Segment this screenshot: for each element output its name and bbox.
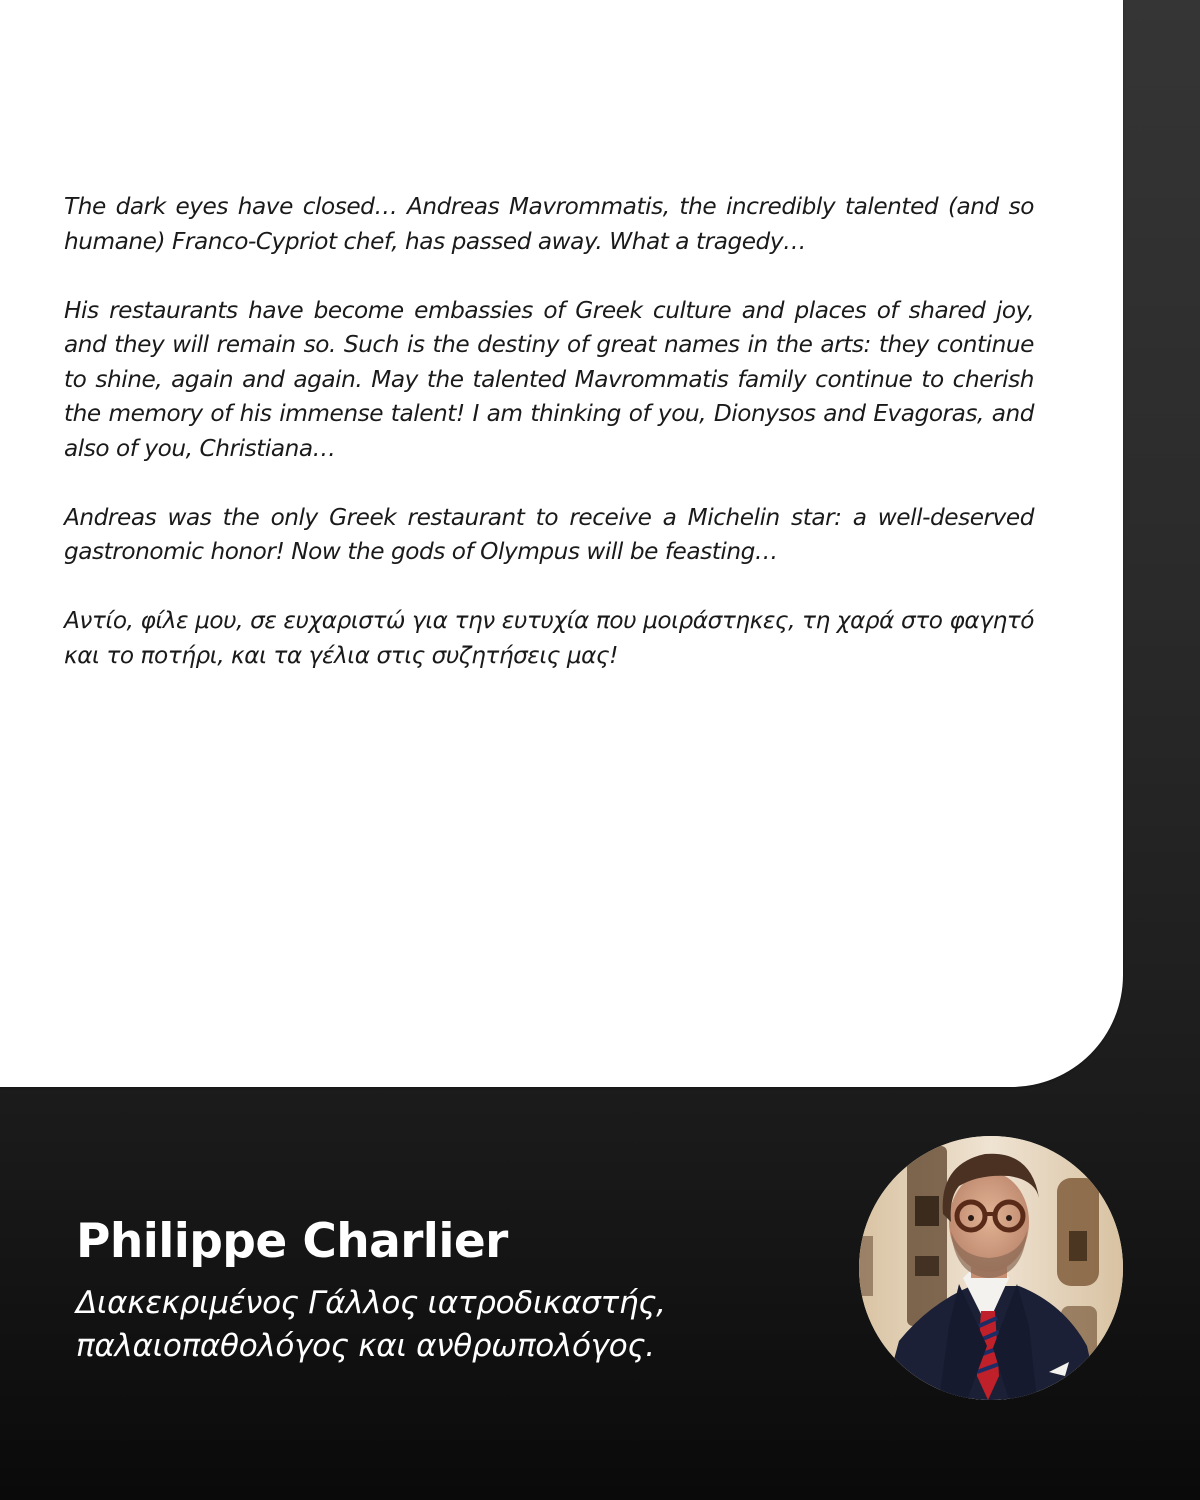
author-avatar bbox=[859, 1136, 1123, 1400]
author-description-line-2: παλαιοπαθολόγος και ανθρωπολόγος. bbox=[76, 1328, 655, 1364]
quote-paragraph-2: His restaurants have become embassies of Greek culture and places of shared joy, and they will remain so. Such is the destiny of great names in the arts: they continue to shine, again and again. May the talented Mavrommatis family continue to cherish the memory of his immense talent! I am thinking of you, Dionysos and Evagoras, and also of you, Christiana… bbox=[64, 296, 1034, 462]
author-description bbox=[76, 1282, 836, 1368]
quote-text bbox=[64, 190, 1034, 673]
background-artifact bbox=[907, 1146, 947, 1326]
author-description-line-1: Διακεκριμένος Γάλλος ιατροδικαστής, bbox=[76, 1285, 666, 1321]
portrait-photo bbox=[859, 1136, 1123, 1400]
quote-paragraph-1: The dark eyes have closed… Andreas Mavrommatis, the incredibly talented (and so humane) Franco-Cypriot chef, has passed away. What a tragedy… bbox=[64, 193, 1034, 255]
quote-paragraph-4: Αντίο, φίλε μου, σε ευχαριστώ για την ευτυχία που μοιράστηκες, τη χαρά στο φαγητό και το ποτήρι, και τα γέλια στις συζητήσεις μας! bbox=[64, 607, 1034, 669]
quote-paragraph-3: Andreas was the only Greek restaurant to receive a Michelin star: a well-deserved gastronomic honor! Now the gods of Olympus will be feasting… bbox=[64, 503, 1034, 565]
author-name: Philippe Charlier bbox=[76, 1214, 508, 1269]
